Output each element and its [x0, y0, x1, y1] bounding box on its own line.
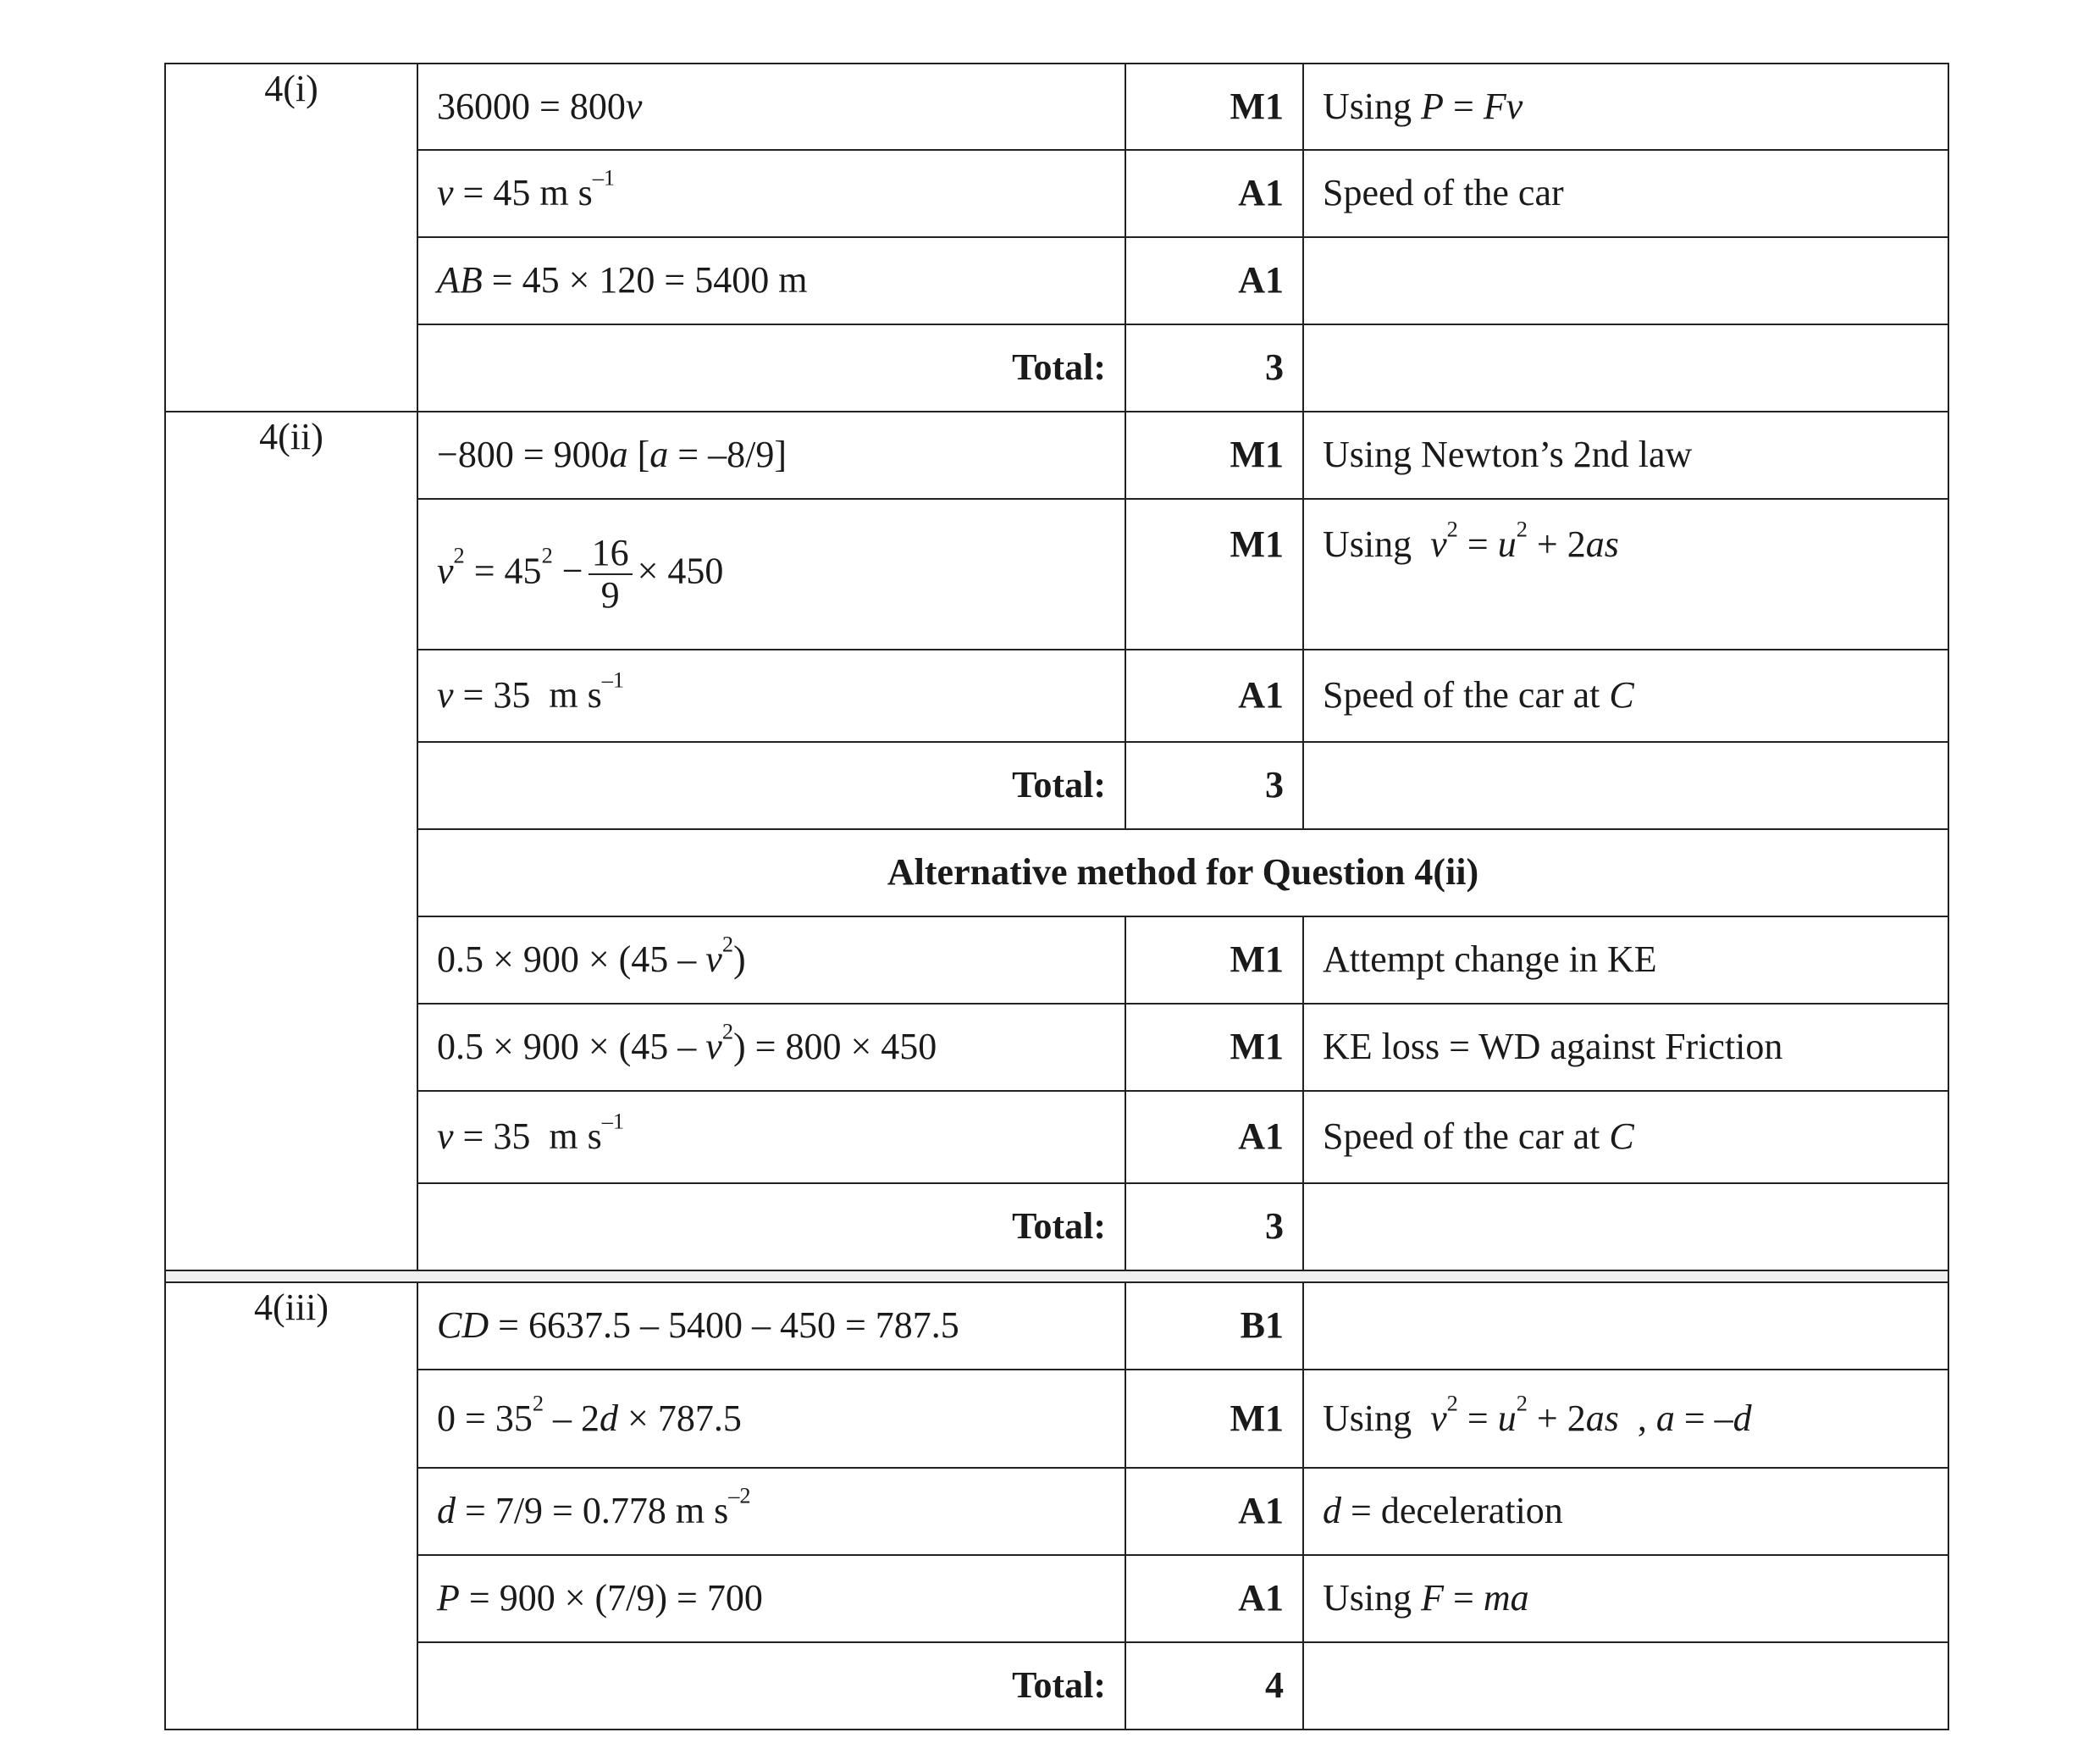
guidance-cell: Using F = ma — [1303, 1555, 1948, 1642]
mark-cell: M1 — [1125, 64, 1303, 150]
total-row — [165, 1183, 1948, 1270]
working-cell: −800 = 900a [a = –8/9] — [417, 412, 1125, 499]
table-row — [165, 1282, 1948, 1370]
alternative-method-heading: Alternative method for Question 4(ii) — [417, 829, 1948, 916]
guidance-cell: Using $v^2 = u^2 + 2as$ — [1303, 499, 1948, 650]
table-row — [165, 1468, 1948, 1555]
working-cell: AB = 45 × 120 = 5400 m — [417, 237, 1125, 324]
mark-cell: A1 — [1125, 650, 1303, 742]
working-cell: 36000 = 800v — [417, 64, 1125, 150]
question-number: 4(ii) — [165, 412, 417, 1270]
guidance-cell — [1303, 742, 1948, 829]
guidance-cell: Using P = Fv — [1303, 64, 1948, 150]
guidance-cell — [1303, 324, 1948, 412]
table-row — [165, 1091, 1948, 1183]
total-marks: 4 — [1125, 1642, 1303, 1730]
mark-cell: A1 — [1125, 1555, 1303, 1642]
guidance-cell — [1303, 237, 1948, 324]
question-number: 4(iii) — [165, 1282, 417, 1730]
fraction: $\frac{16}{9}$ — [589, 533, 633, 617]
mark-scheme-table — [164, 63, 1949, 1730]
table-row — [165, 412, 1948, 499]
mark-scheme-sheet — [164, 63, 1948, 1730]
total-marks: 3 — [1125, 324, 1303, 412]
guidance-cell: d = deceleration — [1303, 1468, 1948, 1555]
total-label: Total: — [417, 742, 1125, 829]
table-row — [165, 1004, 1948, 1091]
mark-cell: M1 — [1125, 499, 1303, 650]
working-cell: $v^2 = 45^2$ − $\frac{16}{9}$ × 450 — [417, 499, 1125, 650]
total-label: Total: — [417, 1183, 1125, 1270]
total-label: Total: — [417, 324, 1125, 412]
alternative-heading-row — [165, 829, 1948, 916]
table-row — [165, 1370, 1948, 1468]
table-row — [165, 150, 1948, 237]
working-cell: $0 = 35^2 - 2d \times 787.5$ — [417, 1370, 1125, 1468]
table-row — [165, 650, 1948, 742]
mark-cell: A1 — [1125, 1091, 1303, 1183]
guidance-cell: Speed of the car at C — [1303, 1091, 1948, 1183]
total-row — [165, 742, 1948, 829]
total-marks: 3 — [1125, 1183, 1303, 1270]
working-cell: v = 45 m $s^{-1}$ — [417, 150, 1125, 237]
guidance-cell: Speed of the car at C — [1303, 650, 1948, 742]
table-row — [165, 237, 1948, 324]
guidance-cell: Attempt change in KE — [1303, 916, 1948, 1004]
mark-cell: M1 — [1125, 1370, 1303, 1468]
working-cell: d = 7/9 = 0.778 m $s^{-2}$ — [417, 1468, 1125, 1555]
mark-cell: M1 — [1125, 916, 1303, 1004]
working-cell: $0.5 \times 900 \times (45 - v^2) = 800 \times 450$ — [417, 1004, 1125, 1091]
section-divider — [165, 1270, 1948, 1282]
total-row — [165, 1642, 1948, 1730]
mark-cell: M1 — [1125, 412, 1303, 499]
total-row — [165, 324, 1948, 412]
mark-cell: B1 — [1125, 1282, 1303, 1370]
guidance-cell — [1303, 1642, 1948, 1730]
mark-cell: M1 — [1125, 1004, 1303, 1091]
total-label: Total: — [417, 1642, 1125, 1730]
working-cell: $0.5 \times 900 \times (45 - v^2)$ — [417, 916, 1125, 1004]
guidance-cell: Using $v^2 = u^2 + 2as$ , a = –d — [1303, 1370, 1948, 1468]
mark-cell: A1 — [1125, 150, 1303, 237]
mark-cell: A1 — [1125, 237, 1303, 324]
table-row — [165, 64, 1948, 150]
working-cell: v = 35 m $s^{-1}$ — [417, 1091, 1125, 1183]
question-number: 4(i) — [165, 64, 417, 412]
guidance-cell: KE loss = WD against Friction — [1303, 1004, 1948, 1091]
guidance-cell — [1303, 1282, 1948, 1370]
working-cell: CD = 6637.5 – 5400 – 450 = 787.5 — [417, 1282, 1125, 1370]
working-cell: P = 900 × (7/9) = 700 — [417, 1555, 1125, 1642]
table-row — [165, 499, 1948, 650]
table-row — [165, 916, 1948, 1004]
mark-cell: A1 — [1125, 1468, 1303, 1555]
total-marks: 3 — [1125, 742, 1303, 829]
guidance-cell — [1303, 1183, 1948, 1270]
working-cell: v = 35 m $s^{-1}$ — [417, 650, 1125, 742]
guidance-cell: Speed of the car — [1303, 150, 1948, 237]
table-row — [165, 1555, 1948, 1642]
guidance-cell: Using Newton’s 2nd law — [1303, 412, 1948, 499]
